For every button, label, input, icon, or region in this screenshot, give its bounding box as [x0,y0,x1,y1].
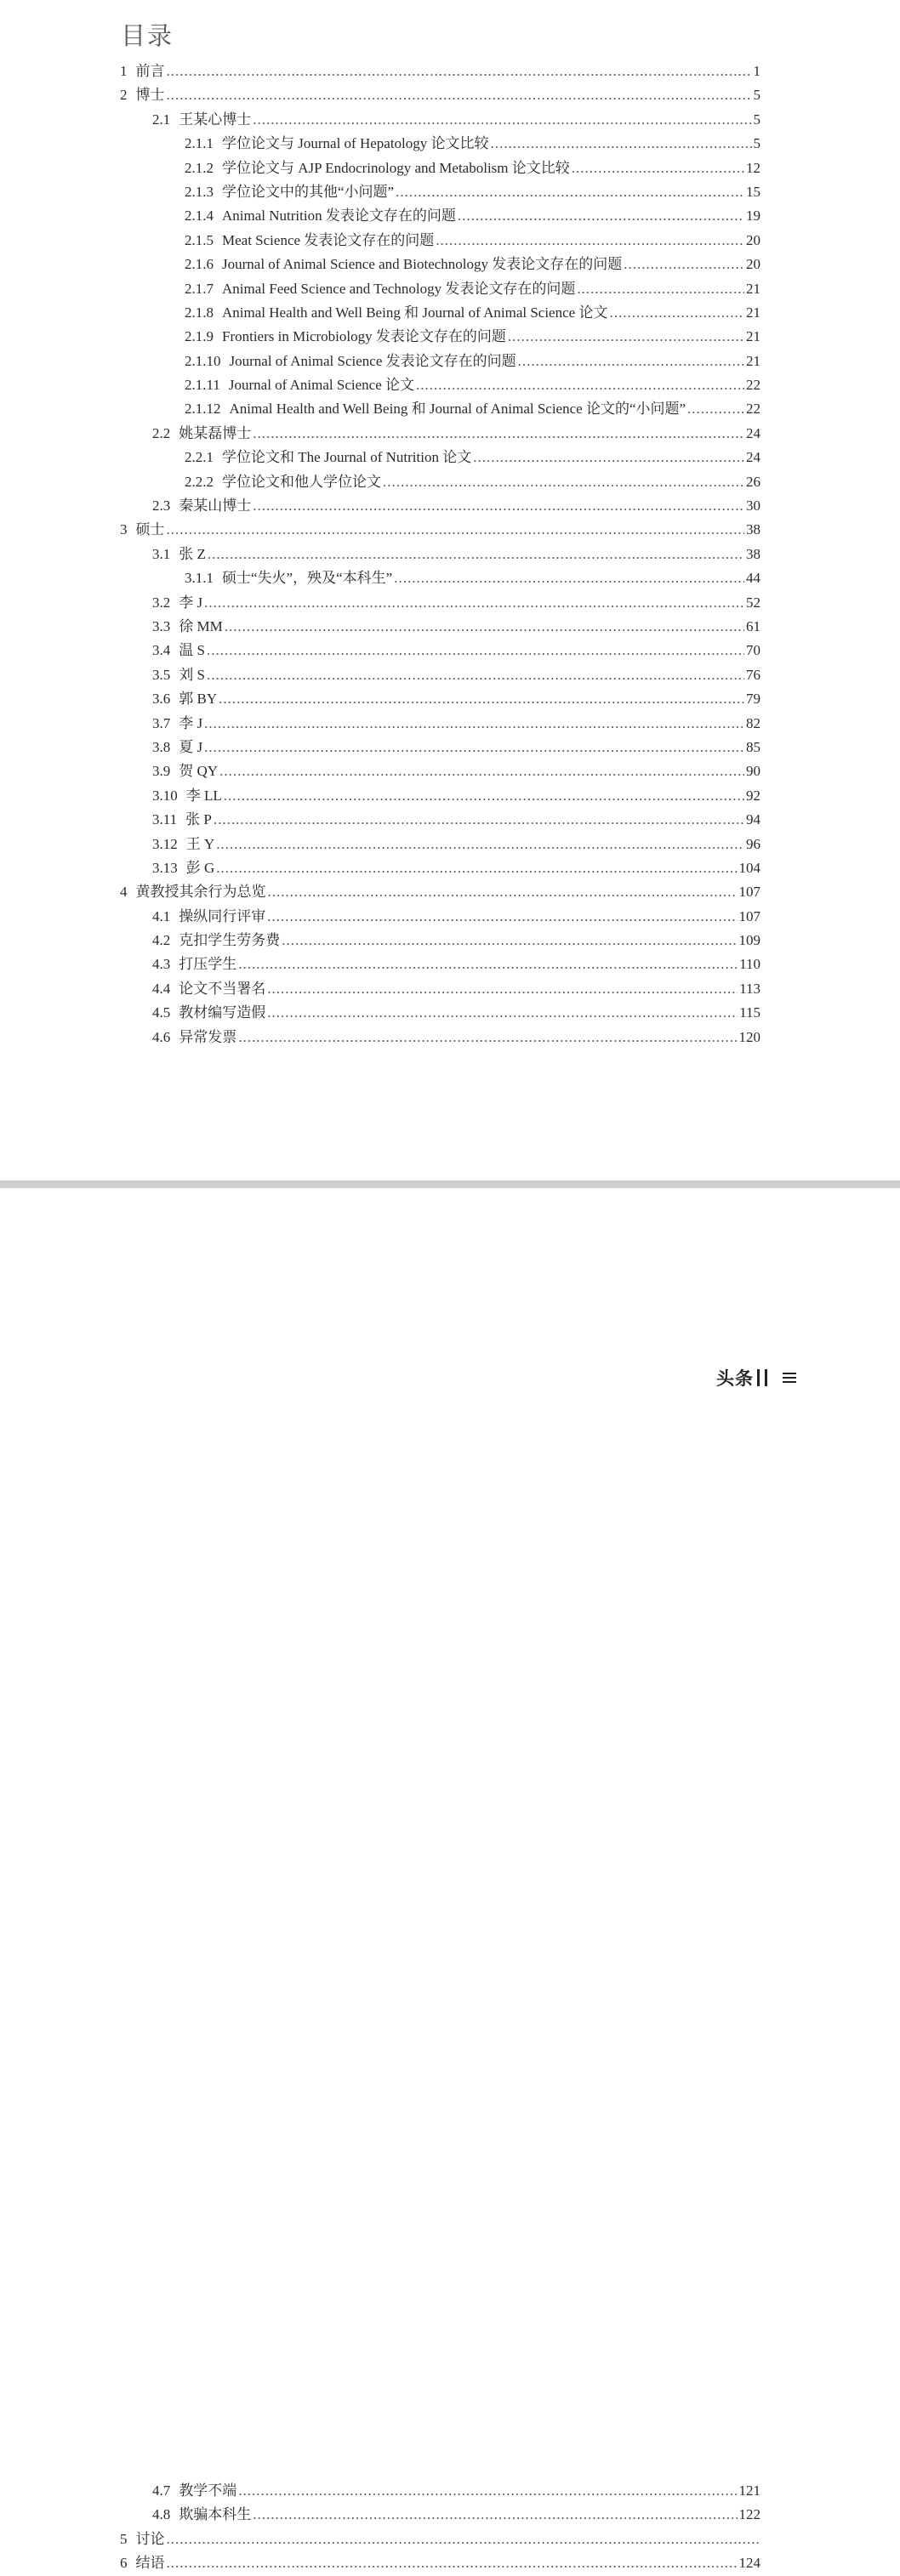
toc-list [0,60,900,1049]
toc-entry [0,60,900,83]
toc-entry-title: 温 S [179,642,205,659]
toc-entry [0,132,900,156]
toc-entry [0,446,900,469]
toc-dot-leader [167,2528,760,2551]
toc-entry-title: 夏 J [179,738,203,755]
toc-entry-page: 15 [746,183,760,200]
toc-entry [0,880,900,904]
toc-dot-leader [204,712,744,736]
toc-entry-page: 94 [746,811,760,828]
toc-entry [0,422,900,446]
toc-entry-number: 2.1.5 [185,231,214,248]
toc-dot-leader [208,543,744,566]
toc-entry-number: 2.1.9 [185,328,214,345]
toc-entry-number: 3.2 [152,594,171,611]
toc-entry-number: 2.1.10 [185,352,221,369]
toc-entry [0,1001,900,1025]
toc-entry-number: 2.2.2 [185,473,214,490]
toc-dot-leader [396,180,744,204]
toc-dot-leader [687,397,744,421]
toc-entry-title: 贺 QY [179,763,219,780]
toc-entry-page: 115 [739,1004,760,1021]
toc-entry-title: 彭 G [185,859,215,876]
toc-dot-leader [204,591,744,615]
toc-entry-number: 2.1 [152,111,171,128]
toc-entry-title: 论文不当署名 [179,980,266,997]
toc-entry-title: Meat Science 发表论文存在的问题 [222,231,435,248]
toc-dot-leader [267,905,737,929]
toc-entry-title: 王某心博士 [179,111,252,128]
toc-entry [0,301,900,325]
toc-entry [0,591,900,615]
toc-entry-number: 2.2.1 [185,449,214,466]
toc-entry-title: 硕士 [135,521,165,538]
toc-dot-leader [167,2551,738,2575]
toc-entry-title: 欺骗本科生 [179,2506,252,2523]
toc-entry [0,204,900,228]
toc-entry-page: 79 [746,691,760,708]
toc-entry [0,663,900,687]
toc-entry-page: 5 [753,87,760,104]
toc-dot-leader [216,856,737,880]
toc-entry [0,856,900,880]
toc-entry-number: 3 [120,521,128,538]
toc-entry [0,543,900,566]
toc-dot-leader [238,952,738,976]
toc-entry-number: 3.13 [152,859,178,876]
toc-entry [0,1026,900,1049]
toc-entry-number: 2.1.11 [185,377,220,394]
toc-entry-page: 22 [746,377,760,394]
toc-entry-number: 2.1.8 [185,304,214,321]
toc-entry-number: 3.11 [152,811,178,828]
toc-entry [0,2479,900,2503]
toc-entry [0,2551,900,2575]
toc-dot-leader [458,204,744,228]
toc-dot-leader [282,929,737,952]
toc-entry-number: 5 [120,2530,128,2547]
toc-dot-leader [508,325,744,349]
toc-dot-leader [572,156,744,180]
toc-dot-leader [238,2479,737,2503]
toc-entry-number: 4.5 [152,1004,171,1021]
toc-entry-page: 124 [738,2555,760,2572]
toc-entry-page: 70 [746,642,760,659]
toc-entry [0,397,900,421]
toc-entry-title: 李 LL [185,787,222,804]
toc-dot-leader [167,60,752,83]
toc-entry-number: 3.12 [152,835,178,852]
toc-entry-title: 博士 [135,87,165,104]
toc-title: 目录 [121,23,174,50]
toc-entry-title: 结语 [135,2555,165,2572]
toc-entry-title: 刘 S [179,666,205,683]
toc-entry-page: 113 [739,980,760,997]
toc-entry-page: 121 [738,2482,760,2499]
toc-dot-leader [238,1026,737,1049]
toc-entry-page: 61 [746,617,760,634]
toc-entry-number: 4.6 [152,1028,171,1045]
toc-entry-number: 2.3 [152,498,171,515]
toc-entry-page: 82 [746,714,760,731]
toc-entry-page: 21 [746,352,760,369]
watermark-text: 头条 [716,1368,754,1389]
toc-entry-title: Journal of Animal Science 论文 [228,377,414,394]
toc-entry-page: 1 [753,63,760,79]
toc-entry-number: 3.5 [152,666,171,683]
toc-entry-page: 19 [746,208,760,225]
toc-entry [0,2528,900,2551]
toc-entry [0,952,900,976]
toc-entry [0,253,900,276]
toc-entry-number: 3.1 [152,545,171,562]
toc-entry-page: 20 [746,231,760,248]
toc-entry-number: 2.1.4 [185,208,214,225]
toc-entry [0,736,900,759]
toc-entry [0,373,900,397]
toc-entry-number: 3.1.1 [185,570,214,587]
toc-dot-leader [253,108,751,132]
toc-entry-number: 2.1.7 [185,280,214,297]
toc-entry-page: 20 [746,256,760,273]
toc-entry-page: 22 [746,401,760,418]
toc-entry-page: 12 [746,159,760,176]
toc-entry-number: 3.4 [152,642,171,659]
toc-entry-title: 李 J [179,594,203,611]
toc-entry-number: 2.2 [152,424,171,441]
toc-entry-page: 120 [738,1028,760,1045]
toc-entry-number: 3.9 [152,763,171,780]
toc-entry-number: 4.3 [152,956,171,973]
toc-entry-title: 克扣学生劳务费 [179,932,281,949]
toc-entry-page: 85 [746,738,760,755]
toc-entry [0,808,900,832]
toc-dot-leader [214,808,744,832]
toc-entry-page: 5 [753,111,760,128]
toc-entry-number: 3.3 [152,617,171,634]
toc-dot-leader [609,301,744,325]
toc-entry-title: Animal Feed Science and Technology 发表论文存在的问题 [222,280,576,297]
toc-entry-page: 38 [746,521,760,538]
toc-entry [0,180,900,204]
toc-entry-number: 2.1.3 [185,183,214,200]
toc-entry-page: 26 [746,473,760,490]
toc-entry [0,759,900,783]
toc-dot-leader [224,784,744,808]
toc-entry-title: 王 Y [185,835,215,852]
toc-entry-page: 90 [746,763,760,780]
toc-entry-page: 44 [746,570,760,587]
toc-entry [0,229,900,253]
toc-dot-leader [167,83,752,107]
toc-entry-page: 5 [753,135,760,152]
toc-entry-title: 李 J [179,714,203,731]
toc-dot-leader [219,687,744,711]
toc-entry [0,687,900,711]
toc-entry-title: 打压学生 [179,956,237,973]
toc-entry-number: 3.7 [152,714,171,731]
toc-dot-leader [416,373,744,397]
toc-entry [0,566,900,590]
toc-entry [0,325,900,349]
toc-dot-leader [216,833,744,856]
toc-list-continued [0,2479,900,2576]
toc-entry [0,833,900,856]
toc-entry-page: 24 [746,424,760,441]
toc-entry-title: 教材编写造假 [179,1004,266,1021]
toc-entry-title: 前言 [135,63,165,79]
toc-entry [0,156,900,180]
toc-entry-number: 4.7 [152,2482,171,2499]
toc-entry [0,494,900,518]
toc-entry-title: 学位论文与 Journal of Hepatology 论文比较 [222,135,489,152]
toc-entry-title: Animal Health and Well Being 和 Journal of Animal Science 论文 [222,304,608,321]
toc-entry [0,712,900,736]
toc-entry-number: 2.1.6 [185,256,214,273]
toc-entry [0,2503,900,2527]
toc-entry [0,905,900,929]
toc-entry-number: 4.1 [152,907,171,924]
toc-entry [0,108,900,132]
toc-entry [0,518,900,542]
toc-entry-title: 秦某山博士 [179,498,252,515]
toc-entry-title: 学位论文和他人学位论文 [222,473,381,490]
toc-entry [0,470,900,494]
toc-dot-leader [267,1001,738,1025]
toc-dot-leader [436,229,744,253]
toc-dot-leader [253,422,744,446]
toc-entry [0,929,900,952]
toc-dot-leader [577,277,744,301]
toc-dot-leader [167,518,745,542]
toc-entry-page: 24 [746,449,760,466]
toc-entry-page: 21 [746,304,760,321]
toc-entry-title: 异常发票 [179,1028,237,1045]
toc-dot-leader [253,2503,737,2527]
toc-entry [0,977,900,1001]
toc-dot-leader [267,977,738,1001]
toc-entry-title: Animal Nutrition 发表论文存在的问题 [222,208,456,225]
toc-entry-page: 96 [746,835,760,852]
app-bars-icon [757,1369,767,1386]
toc-entry-page: 76 [746,666,760,683]
toc-entry [0,639,900,662]
toc-entry [0,784,900,808]
toc-entry-page: 52 [746,594,760,611]
toc-entry-page: 109 [738,932,760,949]
toc-entry-page: 110 [739,956,760,973]
toc-dot-leader [219,759,744,783]
toc-entry-title: 黄教授其余行为总览 [135,884,266,901]
toc-entry-number: 2.1.12 [185,401,221,418]
toc-entry-title: 徐 MM [179,617,223,634]
toc-entry-page: 38 [746,545,760,562]
toc-entry-number: 4.4 [152,980,171,997]
toc-entry-title: 硕士“失火”，殃及“本科生” [222,570,393,587]
menu-icon [783,1373,796,1383]
toc-entry [0,277,900,301]
toc-dot-leader [207,663,744,687]
toc-dot-leader [491,132,752,156]
toc-entry [0,615,900,639]
toc-entry-number: 3.10 [152,787,178,804]
toc-entry-number: 6 [120,2555,128,2572]
toc-dot-leader [225,615,744,639]
toc-dot-leader [207,639,744,662]
toc-entry-number: 3.8 [152,738,171,755]
toc-entry-number: 4.2 [152,932,171,949]
toc-entry-page: 122 [738,2506,760,2523]
toc-entry-number: 2 [120,87,128,104]
toc-entry-title: 学位论文和 The Journal of Nutrition 论文 [222,449,472,466]
toc-entry [0,83,900,107]
toc-dot-leader [268,880,738,904]
toc-entry-number: 2.1.2 [185,159,214,176]
document-page-top [0,0,900,1180]
toc-entry-title: Journal of Animal Science 发表论文存在的问题 [229,352,516,369]
toc-entry [0,350,900,373]
toc-entry-page: 21 [746,280,760,297]
toc-entry-title: 操纵同行评审 [179,907,266,924]
toc-dot-leader [253,494,744,518]
toc-entry-page: 107 [738,907,760,924]
toc-entry-number: 4.8 [152,2506,171,2523]
toc-entry-page: 21 [746,328,760,345]
toc-entry-page: 104 [738,859,760,876]
toc-entry-title: 学位论文与 AJP Endocrinology and Metabolism 论文比较 [222,159,570,176]
toc-entry-number: 3.6 [152,691,171,708]
toc-entry-title: 讨论 [135,2530,165,2547]
toc-entry-page: 107 [738,884,760,901]
toc-entry-title: Animal Health and Well Being 和 Journal of Animal Science 论文的“小问题” [229,401,686,418]
toc-entry-page: 92 [746,787,760,804]
toc-entry-title: 教学不端 [179,2482,237,2499]
toc-dot-leader [624,253,744,276]
toc-entry-number: 1 [120,63,128,79]
toc-entry-title: 学位论文中的其他“小问题” [222,183,395,200]
toutiao-watermark [711,1365,801,1390]
toc-entry-title: 郭 BY [179,691,218,708]
toc-entry-title: 张 Z [179,545,206,562]
toc-dot-leader [204,736,744,759]
toc-entry-title: 姚某磊博士 [179,424,252,441]
toc-entry-title: Journal of Animal Science and Biotechnology 发表论文存在的问题 [222,256,623,273]
toc-dot-leader [518,350,744,373]
toc-entry-number: 2.1.1 [185,135,214,152]
toc-dot-leader [383,470,744,494]
toc-entry-title: 张 P [185,811,212,828]
toc-dot-leader [394,566,744,590]
toc-dot-leader [473,446,744,469]
toc-entry-number: 4 [120,884,128,901]
toc-entry-page: 30 [746,498,760,515]
page-separator [0,1180,900,1188]
toc-entry-title: Frontiers in Microbiology 发表论文存在的问题 [222,328,506,345]
